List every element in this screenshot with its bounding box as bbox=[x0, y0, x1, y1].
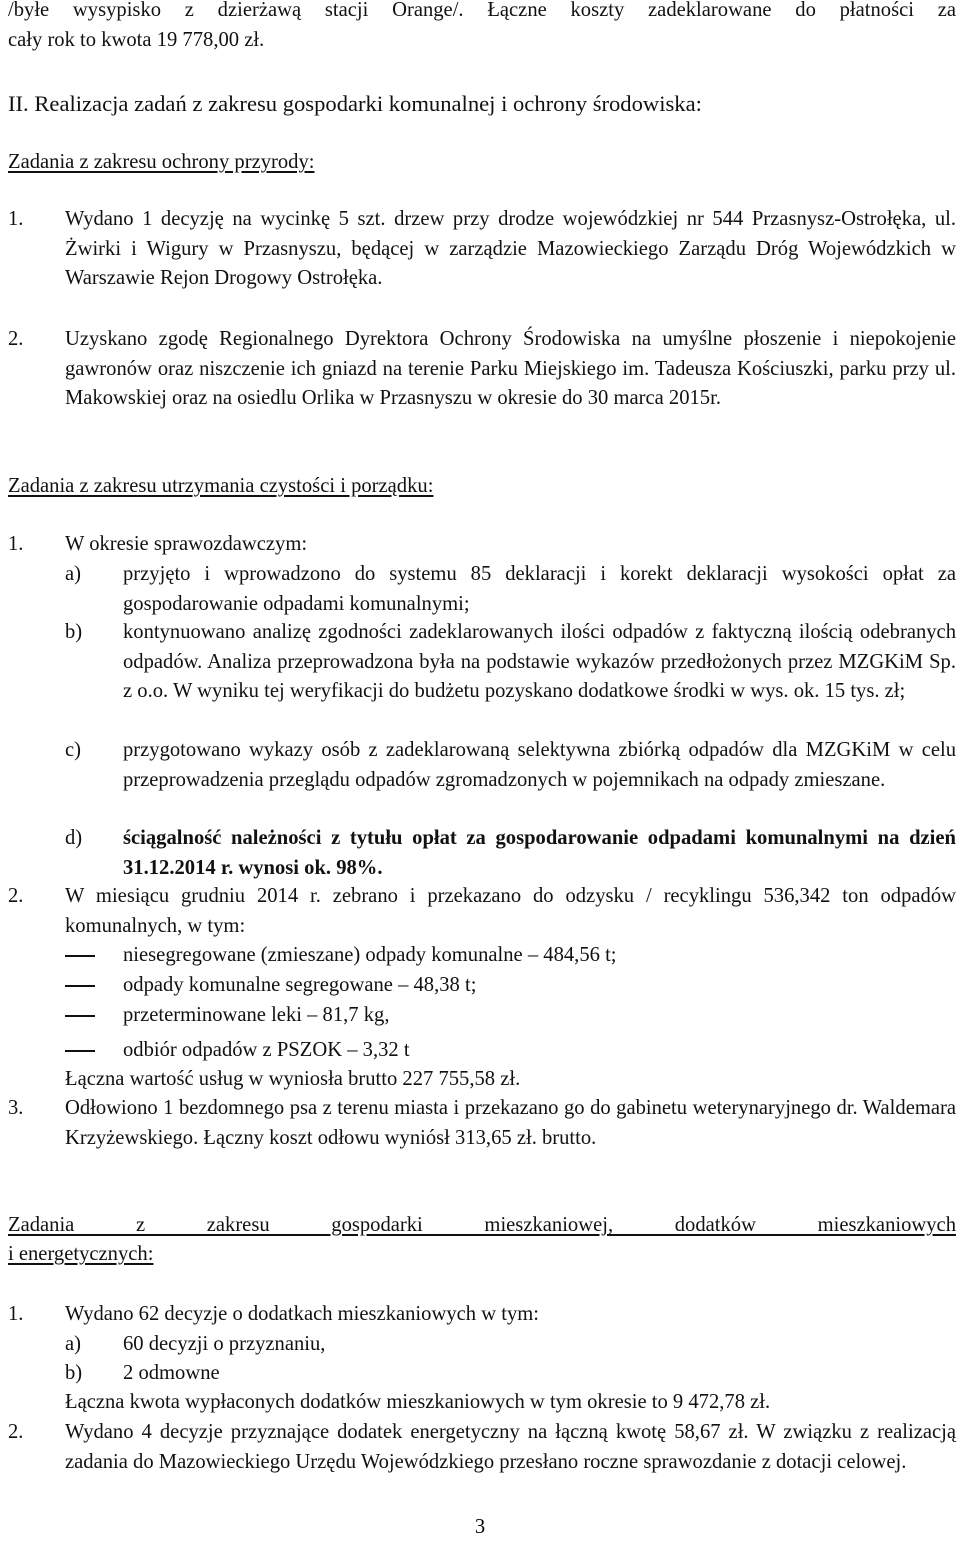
housing-total: Łączna kwota wypłaconych dodatków mieszkaniowych w tym okresie to 9 472,78 zł. bbox=[65, 1391, 771, 1413]
cleanliness-sub-b bbox=[65, 618, 956, 707]
dash-icon bbox=[65, 955, 95, 957]
waste-line-pszok-text: odbiór odpadów z PSZOK – 3,32 t bbox=[123, 1039, 410, 1061]
intro-line-2: cały rok to kwota 19 778,00 zł. bbox=[8, 29, 265, 51]
cleanliness-sub-c-label: c) bbox=[65, 739, 81, 761]
housing-sub-b-label: b) bbox=[65, 1362, 83, 1384]
nature-item-2 bbox=[8, 325, 956, 414]
waste-line-mixed-text: niesegregowane (zmieszane) odpady komunalne – 484,56 t; bbox=[123, 944, 617, 966]
cleanliness-sub-a bbox=[65, 560, 956, 619]
cleanliness-item-1-number: 1. bbox=[8, 533, 24, 555]
cleanliness-item-3-text: Odłowiono 1 bezdomnego psa z terenu miasta i przekazano go do gabinetu weterynaryjnego dr. Waldemara Krzyżewskiego. Łączny koszt odłowu wyniósł 313,65 zł. brutto. bbox=[65, 1097, 956, 1149]
cleanliness-sub-b-text: kontynuowano analizę zgodności zadeklarowanych ilości odpadów z faktyczną ilością odebranych odpadów. Analiza przeprowadzona była na podstawie wykazów przedłożonych przez MZGKiM Sp. z o.o. W wyniku tej weryfikacji do budżetu pozyskano dodatkowe środki w wys. ok. 15 tys. zł; bbox=[123, 621, 956, 703]
housing-item-2 bbox=[8, 1418, 956, 1477]
page-number: 3 bbox=[474, 1516, 486, 1538]
cleanliness-sub-c bbox=[65, 736, 956, 795]
housing-sub-b bbox=[65, 1359, 956, 1389]
housing-heading-line-2: i energetycznych: bbox=[8, 1243, 154, 1265]
waste-line-segregated-text: odpady komunalne segregowane – 48,38 t; bbox=[123, 974, 477, 996]
nature-item-1-text: Wydano 1 decyzję na wycinkę 5 szt. drzew przy drodze wojewódzkiej nr 544 Przasnysz-Ostrołęka, ul. Żwirki i Wigury w Przasnyszu, będącej w zarządzie Mazowieckiego Zarządu Dróg Wojewódzkich w Warszawie Rejon Drogowy Ostrołęka. bbox=[65, 208, 956, 290]
cleanliness-sub-a-label: a) bbox=[65, 563, 81, 585]
cleanliness-sub-a-text: przyjęto i wprowadzono do systemu 85 deklaracji i korekt deklaracji wysokości opłat za gospodarowanie odpadami komunalnymi; bbox=[123, 563, 956, 615]
housing-item-2-text: Wydano 4 decyzje przyznające dodatek energetyczny na łączną kwotę 58,67 zł. W związku z realizacją zadania do Mazowieckiego Urzędu Wojewódzkiego przesłano roczne sprawozdanie z dotacji celowej. bbox=[65, 1421, 956, 1473]
cleanliness-sub-d-text: ściągalność należności z tytułu opłat za gospodarowanie odpadami komunalnymi na dzień 31.12.2014 r. wynosi ok. 98%. bbox=[123, 827, 956, 879]
housing-item-1 bbox=[8, 1300, 956, 1330]
nature-item-2-number: 2. bbox=[8, 328, 24, 350]
nature-item-1 bbox=[8, 205, 956, 294]
cleanliness-sub-b-label: b) bbox=[65, 621, 83, 643]
housing-sub-b-text: 2 odmowne bbox=[123, 1362, 220, 1384]
housing-heading-line-1: Zadania z zakresu gospodarki mieszkaniowej, dodatków mieszkaniowych bbox=[8, 1214, 956, 1236]
housing-item-2-number: 2. bbox=[8, 1421, 24, 1443]
waste-line-pszok bbox=[65, 1036, 956, 1066]
nature-heading: Zadania z zakresu ochrony przyrody: bbox=[8, 151, 315, 173]
dash-icon bbox=[65, 1015, 95, 1017]
cleanliness-item-3 bbox=[8, 1094, 956, 1153]
housing-sub-a-label: a) bbox=[65, 1333, 81, 1355]
cleanliness-item-2-number: 2. bbox=[8, 885, 24, 907]
cleanliness-sub-d-label: d) bbox=[65, 827, 83, 849]
cleanliness-sub-d bbox=[65, 824, 956, 883]
housing-item-1-number: 1. bbox=[8, 1303, 24, 1325]
waste-line-medicines bbox=[65, 1001, 956, 1031]
housing-item-1-text: Wydano 62 decyzje o dodatkach mieszkaniowych w tym: bbox=[65, 1303, 539, 1325]
nature-item-1-number: 1. bbox=[8, 208, 24, 230]
housing-sub-a-text: 60 decyzji o przyznaniu, bbox=[123, 1333, 326, 1355]
cleanliness-item-2-text: W miesiącu grudniu 2014 r. zebrano i przekazano do odzysku / recyklingu 536,342 ton odpadów komunalnych, w tym: bbox=[65, 885, 956, 937]
waste-total: Łączna wartość usług w wyniosła brutto 227 755,58 zł. bbox=[65, 1068, 521, 1090]
waste-line-medicines-text: przeterminowane leki – 81,7 kg, bbox=[123, 1004, 390, 1026]
cleanliness-heading: Zadania z zakresu utrzymania czystości i porządku: bbox=[8, 475, 434, 497]
cleanliness-item-2 bbox=[8, 882, 956, 941]
cleanliness-sub-c-text: przygotowano wykazy osób z zadeklarowaną selektywna zbiórką odpadów dla MZGKiM w celu przeprowadzenia przeglądu odpadów zgromadzonych w pojemnikach na odpady zmieszane. bbox=[123, 739, 956, 791]
waste-line-segregated bbox=[65, 971, 956, 1001]
dash-icon bbox=[65, 985, 95, 987]
cleanliness-item-1-text: W okresie sprawozdawczym: bbox=[65, 533, 308, 555]
section-title: II. Realizacja zadań z zakresu gospodarki komunalnej i ochrony środowiska: bbox=[8, 91, 702, 116]
waste-line-mixed bbox=[65, 941, 956, 971]
dash-icon bbox=[65, 1050, 95, 1052]
cleanliness-item-3-number: 3. bbox=[8, 1097, 24, 1119]
nature-item-2-text: Uzyskano zgodę Regionalnego Dyrektora Ochrony Środowiska na umyślne płoszenie i niepokojenie gawronów oraz niszczenie ich gniazd na terenie Parku Miejskiego im. Tadeusza Kościuszki, parku przy ul. Makowskiej oraz na osiedlu Orlika w Przasnyszu w okresie do 30 marca 2015r. bbox=[65, 328, 956, 410]
intro-line-1: /byłe wysypisko z dzierżawą stacji Orange/. Łączne koszty zadeklarowane do płatności za bbox=[8, 0, 956, 21]
housing-sub-a bbox=[65, 1330, 956, 1360]
cleanliness-item-1 bbox=[8, 530, 956, 560]
